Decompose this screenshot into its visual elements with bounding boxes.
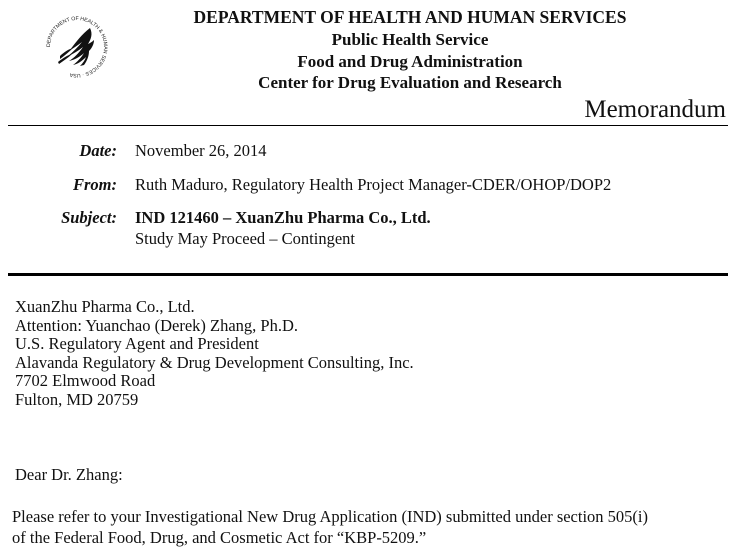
address-line: 7702 Elmwood Road	[15, 371, 156, 391]
header-divider	[8, 125, 728, 126]
body-line: Please refer to your Investigational New Drug Application (IND) submitted under section 505(i)	[12, 507, 648, 526]
date-value: November 26, 2014	[135, 141, 267, 160]
salutation: Dear Dr. Zhang:	[15, 465, 123, 484]
from-row	[0, 175, 736, 195]
from-label: From:	[72, 175, 117, 194]
date-row	[0, 141, 736, 161]
from-value: Ruth Maduro, Regulatory Health Project Manager-CDER/OHOP/DOP2	[135, 175, 612, 194]
address-line: Fulton, MD 20759	[15, 389, 139, 409]
svg-text:DEPARTMENT OF HEALTH & HUMAN S	[46, 16, 108, 78]
agency-heading: Food and Drug Administration	[297, 52, 523, 71]
service-heading: Public Health Service	[331, 30, 489, 49]
subject-row	[0, 208, 736, 228]
body-paragraph	[12, 506, 732, 548]
subject-value: IND 121460 – XuanZhu Pharma Co., Ltd.	[135, 208, 431, 227]
address-line: XuanZhu Pharma Co., Ltd.	[15, 297, 195, 316]
address-block	[15, 298, 414, 410]
body-line: of the Federal Food, Drug, and Cosmetic Act for “KBP-5209.”	[12, 528, 427, 547]
hhs-eagle-seal-icon	[42, 12, 112, 82]
subject-line-2: Study May Proceed – Contingent	[135, 229, 355, 248]
address-line: Alavanda Regulatory & Drug Development Consulting, Inc.	[15, 352, 414, 372]
seal-ring-text: DEPARTMENT OF HEALTH & HUMAN SERVICES · USA	[45, 15, 109, 79]
memorandum-title: Memorandum	[584, 96, 726, 123]
subject-label: Subject:	[61, 208, 117, 227]
memo-divider	[8, 273, 728, 276]
date-label: Date:	[79, 141, 117, 160]
department-heading: DEPARTMENT OF HEALTH AND HUMAN SERVICES	[193, 7, 627, 27]
center-heading: Center for Drug Evaluation and Research	[258, 73, 562, 92]
address-line: Attention: Yuanchao (Derek) Zhang, Ph.D.	[15, 315, 299, 335]
address-line: U.S. Regulatory Agent and President	[15, 334, 259, 354]
